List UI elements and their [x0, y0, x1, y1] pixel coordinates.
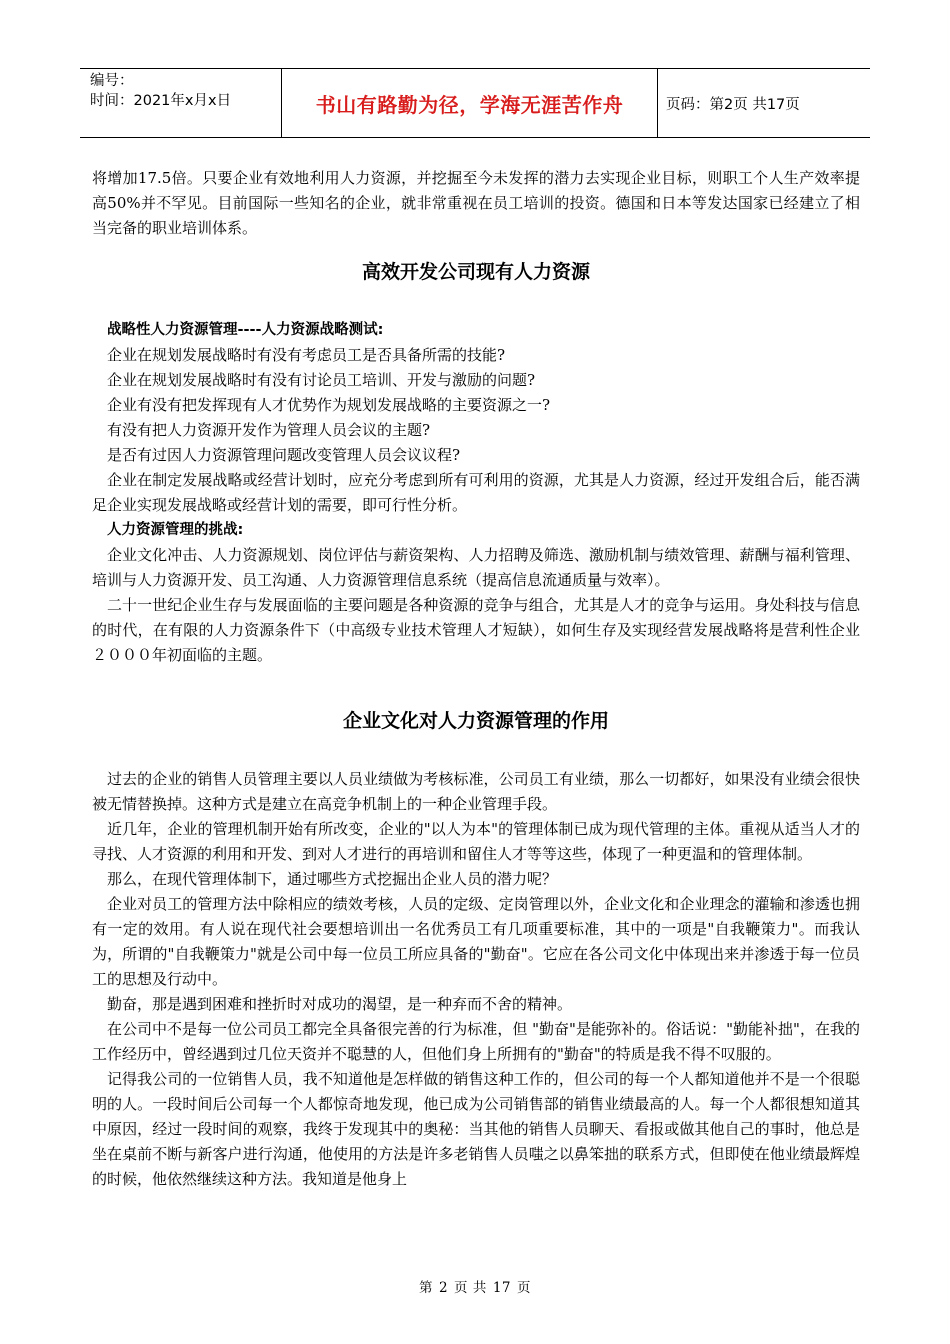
footer-middle: 页 共 — [454, 1280, 487, 1296]
footer-prefix: 第 — [418, 1280, 433, 1296]
section2-paragraph: 勤奋，那是遇到困难和挫折时对成功的渴望，是一种弃而不舍的精神。 — [107, 995, 573, 1013]
section2-paragraph: 记得我公司的一位销售人员，我不知道他是怎样做的销售这种工作的，但公司的每一个人都知道他并不是一个很聪明的人。一段时间后公司每一个人都惊奇地发现，他已成为公司销售部的销售业绩最高的人。每一个人都很想知道其中原因，经过一段时间的观察，我终于发现其中的奥秘：当其他的销售人员聊天、看报或做其他自己的事时，他总是坐在桌前不断与新客户进行沟通，他使用的方法是许多老销售人员嗤之以鼻笨拙的联系方式，但即使在他业绩最辉煌的时候，他依然继续这种方法。我知道是他身上 — [92, 1070, 860, 1188]
question-item: 企业在规划发展战略时有没有考虑员工是否具备所需的技能? — [107, 346, 506, 364]
section1-subheading-challenges: 人力资源管理的挑战: — [107, 522, 244, 538]
question-item: 是否有过因人力资源管理问题改变管理人员会议议程? — [107, 446, 461, 464]
page-footer — [0, 1276, 950, 1296]
header-time-label: 时间：2021年x月x日 — [90, 93, 232, 109]
question-item: 企业在规划发展战略时有没有讨论员工培训、开发与激励的问题? — [107, 371, 536, 389]
section2-paragraph: 那么，在现代管理体制下，通过哪些方式挖掘出企业人员的潜力呢？ — [107, 870, 558, 888]
footer-total-pages: 17 — [492, 1280, 512, 1296]
section1-paragraph: 企业文化冲击、人力资源规划、岗位评估与薪资架构、人力招聘及筛选、激励机制与绩效管理、薪酬与福利管理、培训与人力资源开发、员工沟通、人力资源管理信息系统（提高信息流通质量与效率）。 — [92, 546, 860, 589]
header-page-info: 页码：第2页 共17页 — [666, 96, 800, 113]
section2-title: 企业文化对人力资源管理的作用 — [342, 710, 609, 732]
section1-subheading-strategy-test: 战略性人力资源管理----人力资源战略测试: — [107, 322, 384, 338]
footer-page-number: 2 — [438, 1280, 449, 1296]
document-body — [92, 166, 860, 1192]
question-item: 企业有没有把发挥现有人才优势作为规划发展战略的主要资源之一? — [107, 396, 551, 414]
header-meta — [80, 69, 282, 137]
footer-suffix: 页 — [517, 1280, 532, 1296]
section2-paragraph: 过去的企业的销售人员管理主要以人员业绩做为考核标准，公司员工有业绩，那么一切都好，如果没有业绩会很快被无情替换掉。这种方式是建立在高竞争机制上的一种企业管理手段。 — [92, 770, 860, 813]
page-header — [80, 68, 870, 138]
section1-paragraph: 企业在制定发展战略或经营计划时，应充分考虑到所有可利用的资源，尤其是人力资源，经过开发组合后，能否满足企业实现发展战略或经营计划的需要，即可行性分析。 — [92, 471, 860, 514]
header-motto: 书山有路勤为径，学海无涯苦作舟 — [282, 69, 658, 137]
section1-title: 高效开发公司现有人力资源 — [361, 261, 590, 283]
section2-paragraph: 在公司中不是每一位公司员工都完全具备很完善的行为标准，但 "勤奋"是能弥补的。俗话说："勤能补拙"，在我的工作经历中，曾经遇到过几位天资并不聪慧的人，但他们身上所拥有的"勤奋"的特质是我不得不叹服的。 — [92, 1020, 860, 1063]
section2-paragraph: 企业对员工的管理方法中除相应的绩效考核，人员的定级、定岗管理以外，企业文化和企业理念的灌输和渗透也拥有一定的效用。有人说在现代社会要想培训出一名优秀员工有几项重要标准，其中的一项是"自我鞭策力"。而我认为，所谓的"自我鞭策力"就是公司中每一位员工所应具备的"勤奋"。它应在各公司文化中体现出来并渗透于每一位员工的思想及行动中。 — [92, 895, 860, 988]
section1-paragraph: 二十一世纪企业生存与发展面临的主要问题是各种资源的竞争与组合，尤其是人才的竞争与运用。身处科技与信息的时代，在有限的人力资源条件下（中高级专业技术管理人才短缺），如何生存及实现经营发展战略将是营利性企业２０００年初面临的主题。 — [92, 596, 860, 664]
section2-paragraph: 近几年，企业的管理机制开始有所改变，企业的"以人为本"的管理体制已成为现代管理的主体。重视从适当人才的寻找、人才资源的利用和开发、到对人才进行的再培训和留住人才等等这些，体现了一种更温和的管理体制。 — [92, 820, 860, 863]
intro-paragraph: 将增加17.5倍。只要企业有效地利用人力资源，并挖掘至今未发挥的潜力去实现企业目标，则职工个人生产效率提高50%并不罕见。目前国际一些知名的企业，就非常重视在员工培训的投资。德国和日本等发达国家已经建立了相当完备的职业培训体系。 — [92, 169, 860, 237]
header-number-label: 编号： — [90, 73, 134, 89]
question-item: 有没有把人力资源开发作为管理人员会议的主题? — [107, 421, 431, 439]
